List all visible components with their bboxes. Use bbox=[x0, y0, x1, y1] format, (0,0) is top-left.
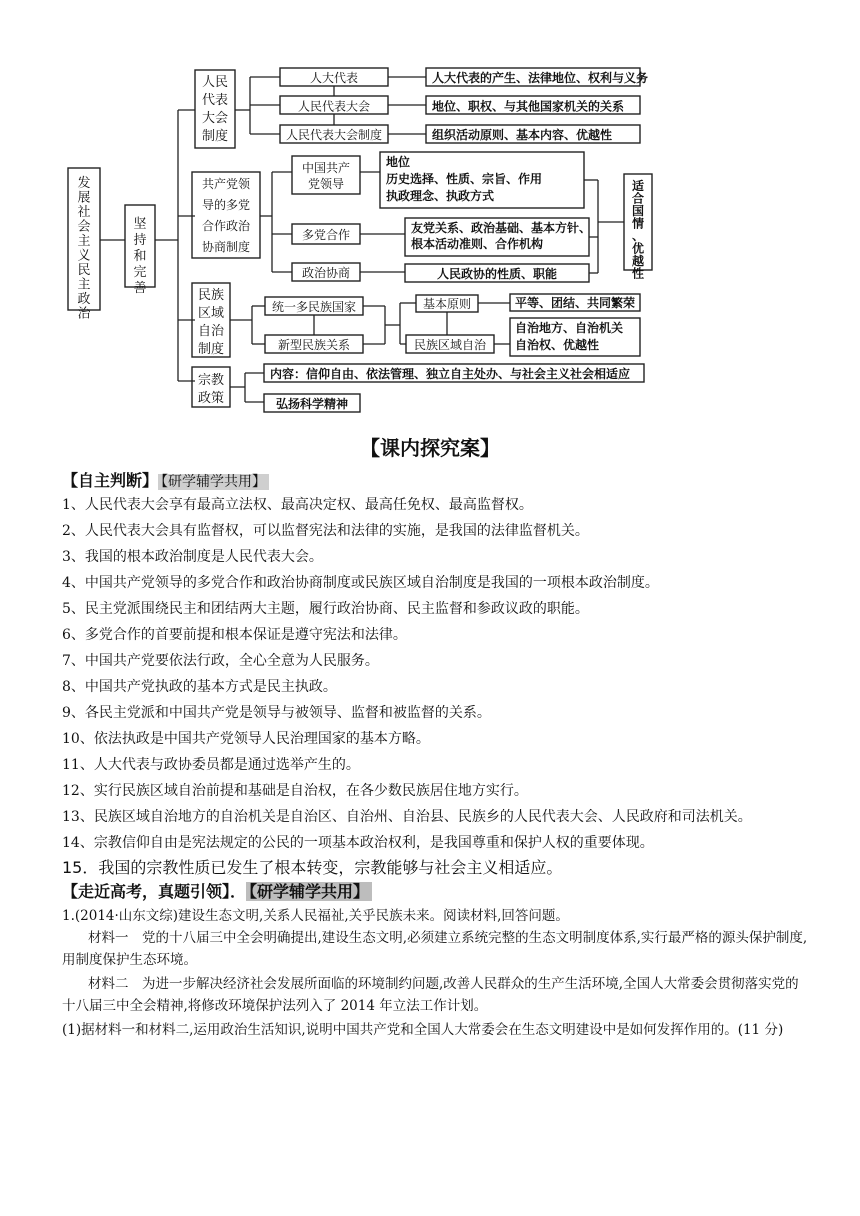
new-relation-label: 新型民族关系 bbox=[277, 338, 351, 352]
science-label: 弘扬科学精神 bbox=[275, 397, 349, 411]
autonomy-label: 民族区域自治 bbox=[413, 338, 487, 352]
material-one: 材料一 党的十八届三中全会明确提出,建设生态文明,必须建立系统完整的生态文明制度体系,实行最严格的源头保护制度,用制度保护生态环境。 bbox=[62, 930, 808, 968]
persist-label: 坚持和完善 bbox=[133, 217, 147, 296]
knowledge-structure-diagram bbox=[0, 0, 860, 420]
suitable-label: 适合国情、优越性 bbox=[631, 179, 645, 281]
consult-label: 政治协商 bbox=[301, 266, 351, 280]
judge-item: 11、人大代表与政协委员都是通过选举产生的。 bbox=[62, 757, 360, 773]
exam-title: 【走近高考，真题引领】． bbox=[62, 882, 247, 901]
section-title: 【课内探究案】 bbox=[360, 436, 500, 460]
judge-item: 13、民族区域自治地方的自治机关是自治区、自治州、自治县、民族乡的人民代表大会、人民政府和司法机关。 bbox=[62, 809, 752, 825]
judge-item: 1、人民代表大会享有最高立法权、最高决定权、最高任免权、最高监督权。 bbox=[62, 497, 533, 513]
religion-label: 宗教政策 bbox=[197, 373, 225, 406]
judge-item: 3、我国的根本政治制度是人民代表大会。 bbox=[62, 549, 323, 565]
cpc-system-label: 共产党领导的多党合作政治协商制度 bbox=[201, 177, 251, 254]
multi-detail-line: 友党关系、政治基础、基本方针、 bbox=[411, 221, 592, 235]
npc-row-desc: 组织活动原则、基本内容、优越性 bbox=[432, 128, 613, 142]
judge-item: 2、人民代表大会具有监督权，可以监督宪法和法律的实施，是我国的法律监督机关。 bbox=[62, 523, 589, 539]
npc-row-desc: 地位、职权、与其他国家机关的关系 bbox=[432, 99, 625, 114]
self-judge-header bbox=[62, 468, 269, 491]
cpc-lead-label: 中国共产党领导 bbox=[301, 161, 351, 191]
autonomy-detail-line: 自治地方、自治机关 bbox=[515, 321, 624, 335]
npc-row-item: 人民代表大会制度 bbox=[285, 128, 383, 142]
root-label: 发展社会主义民主政治 bbox=[77, 176, 91, 322]
judge-item: 6、多党合作的首要前提和根本保证是遵守宪法和法律。 bbox=[62, 627, 407, 643]
judge-item: 9、各民主党派和中国共产党是领导与被领导、监督和被监督的关系。 bbox=[62, 705, 491, 721]
npc-row-item: 人民代表大会 bbox=[297, 99, 371, 114]
judge-item-15: 15．我国的宗教性质已发生了根本转变，宗教能够与社会主义相适应。 bbox=[62, 858, 563, 877]
judge-item: 7、中国共产党要依法行政，全心全意为人民服务。 bbox=[62, 653, 379, 669]
judge-item: 8、中国共产党执政的基本方式是民主执政。 bbox=[62, 679, 337, 695]
judge-item: 12、实行民族区域自治前提和基础是自治权，在各少数民族居住地方实行。 bbox=[62, 783, 528, 799]
self-judge-title: 【自主判断】 bbox=[62, 471, 159, 490]
cpc-lead-detail-line: 地位 bbox=[386, 155, 411, 169]
judge-item: 10、依法执政是中国共产党领导人民治理国家的基本方略。 bbox=[62, 731, 430, 747]
cpc-lead-detail-line: 执政理念、执政方式 bbox=[386, 189, 495, 203]
judge-item: 14、宗教信仰自由是宪法规定的公民的一项基本政治权利，是我国尊重和保护人权的重要体现。 bbox=[62, 835, 654, 851]
exam-header bbox=[62, 879, 372, 902]
judge-item: 5、民主党派围绕民主和团结两大主题，履行政治协商、民主监督和参政议政的职能。 bbox=[62, 601, 589, 617]
judge-item: 4、中国共产党领导的多党合作和政治协商制度或民族区域自治制度是我国的一项根本政治制度。 bbox=[62, 575, 659, 591]
religion-content-text: 内容：信仰自由、依法管理、独立自主处办、与社会主义社会相适应 bbox=[270, 367, 631, 381]
npc-system-label: 人民代表大会制度 bbox=[201, 75, 229, 144]
consult-detail-text: 人民政协的性质、职能 bbox=[436, 267, 558, 281]
exam-question-1: 1.(2014·山东文综)建设生态文明,关系人民福祉,关乎民族未来。阅读材料,回答问题。 bbox=[62, 908, 569, 924]
npc-row-desc: 人大代表的产生、法律地位、权利与义务 bbox=[432, 71, 649, 85]
self-judge-tag: 【研学辅学共用】 bbox=[158, 474, 269, 490]
npc-row-item: 人大代表 bbox=[309, 71, 359, 85]
cpc-lead-detail-line: 历史选择、性质、宗旨、作用 bbox=[386, 172, 543, 186]
unified-state-label: 统一多民族国家 bbox=[271, 300, 357, 314]
principle-label: 基本原则 bbox=[422, 297, 472, 311]
material-two: 材料二 为进一步解决经济社会发展所面临的环境制约问题,改善人民群众的生产生活环境,全国人大常委会贯彻落实党的十八届三中全会精神,将修改环境保护法列入了 2014 年立法工作计划。 bbox=[62, 976, 799, 1014]
multi-detail-line: 根本活动准则、合作机构 bbox=[411, 237, 544, 251]
autonomy-detail-line: 自治权、优越性 bbox=[515, 338, 600, 352]
exam-tag: 【研学辅学共用】 bbox=[246, 882, 372, 901]
multi-party-label: 多党合作 bbox=[301, 228, 351, 242]
sub-question-1: (1)据材料一和材料二,运用政治生活知识,说明中国共产党和全国人大常委会在生态文明建设中是如何发挥作用的。(11 分) bbox=[62, 1022, 784, 1038]
principle-detail-text: 平等、团结、共同繁荣 bbox=[514, 296, 636, 310]
ethnic-system-label: 民族区域自治制度 bbox=[197, 288, 225, 357]
